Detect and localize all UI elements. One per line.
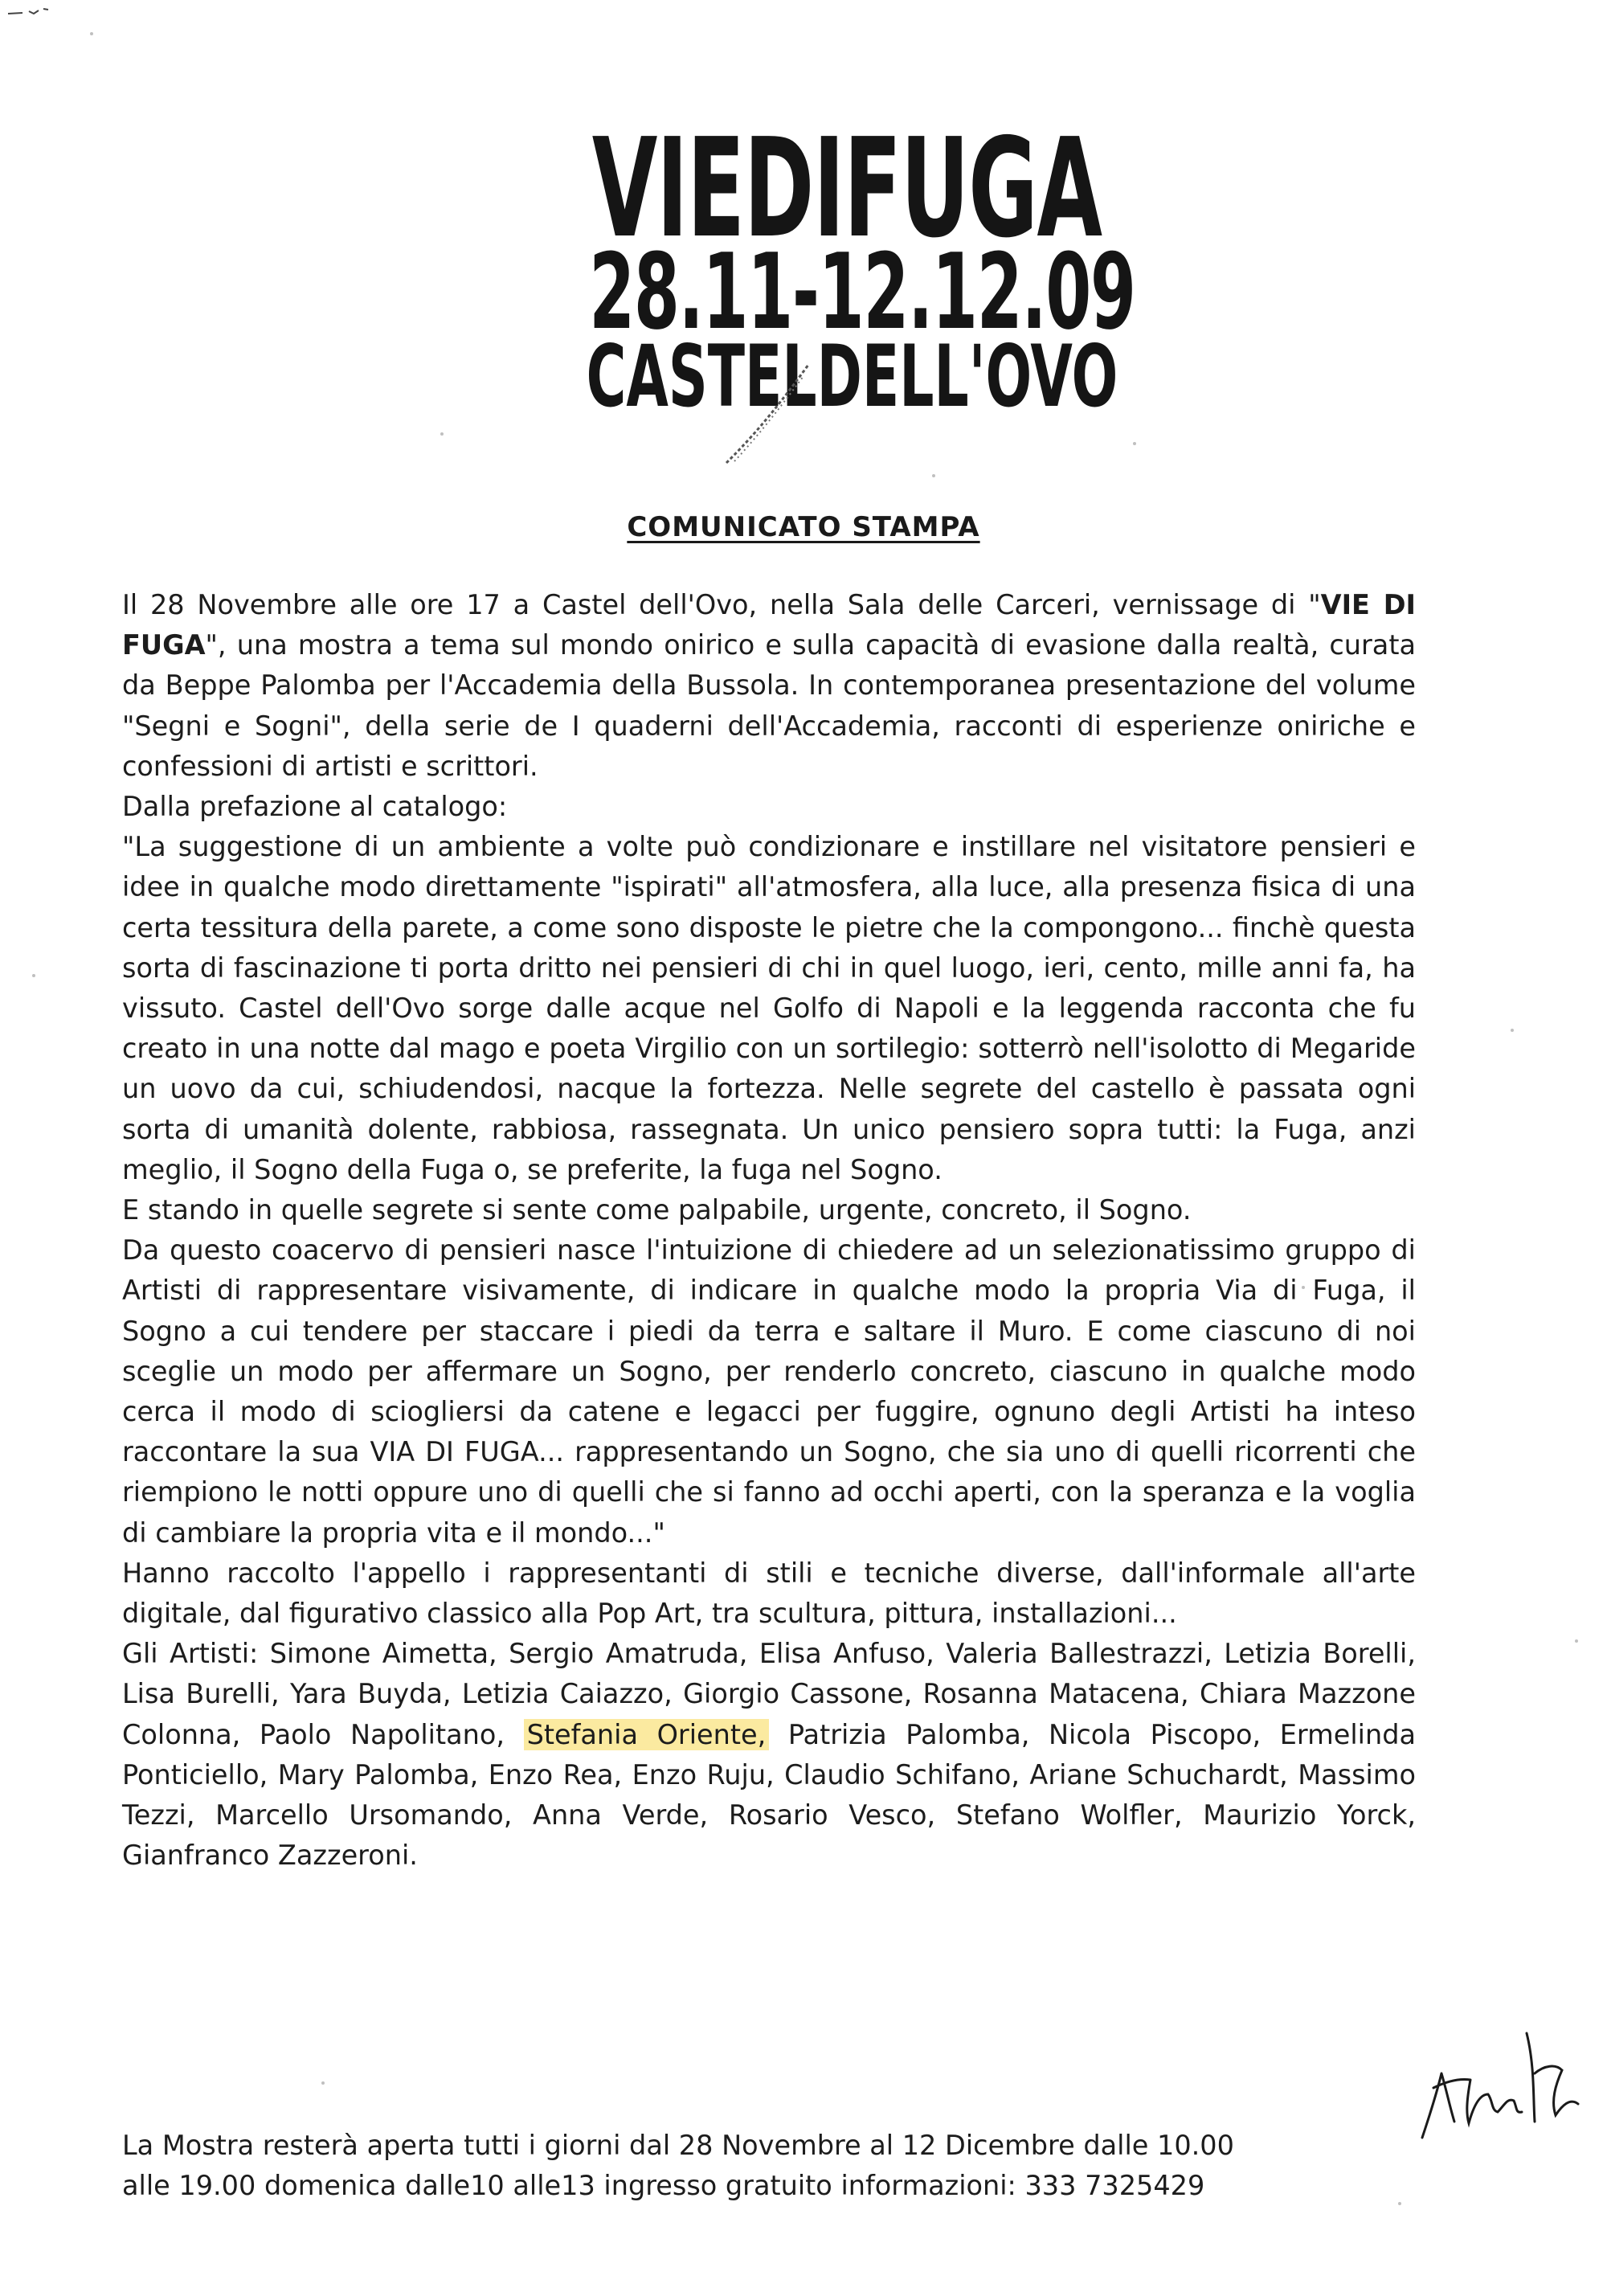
- paragraph-artists: [122, 1634, 1416, 1876]
- scan-speck: [1575, 1639, 1578, 1643]
- scan-speck: [1511, 1029, 1514, 1032]
- scan-corner-mark: [6, 6, 63, 18]
- logo-venue: CASTELDELL'OVO: [586, 327, 1118, 426]
- opening-hours-line2: alle 19.00 domenica dalle10 alle13 ingresso gratuito informazioni: 333 7325429: [122, 2170, 1205, 2201]
- exhibition-info: [122, 2126, 1416, 2206]
- scan-speck: [90, 32, 93, 35]
- scan-speck: [440, 432, 444, 436]
- handwritten-signature: [1414, 2017, 1591, 2154]
- paragraph-preface-quote: "La suggestione di un ambiente a volte può condizionare e instillare nel visitatore pensieri e idee in qualche modo direttamente "ispirati" all'atmosfera, alla luce, alla presenza fisica di una certa tessitura della parete, a come sono disposte le pietre che la compongono... finchè questa sorta di fascinazione ti porta dritto nei pensieri di chi in quel luogo, ieri, cento, mille anni fa, ha vissuto. Castel dell'Ovo sorge dalle acque nel Golfo di Napoli e la leggenda racconta che fu creato in una notte dal mago e poeta Virgilio con un sortilegio: sotterrò nell'isolotto di Megaride un uovo da cui, schiudendosi, nacque la fortezza. Nelle segrete del castello è passata ogni sorta di umanità dolente, rabbiosa, rassegnata. Un unico pensiero sopra tutti: la Fuga, anzi meglio, il Sogno della Fuga o, se preferite, la fuga nel Sogno.: [122, 831, 1416, 1185]
- highlighted-artist: Stefania Oriente,: [524, 1719, 770, 1750]
- scan-speck: [32, 974, 35, 977]
- artists-list-end: Patrizia Palomba, Nicola Piscopo, Ermelinda Ponticiello, Mary Palomba, Enzo Rea, Enzo Ruju, Claudio Schifano, Ariane Schuchardt, Massimo Tezzi, Marcello Ursomando, Anna Verde, Rosario Vesco, Stefano Wolfler, Maurizio Yorck, Gianfranco Zazzeroni.: [122, 1718, 1417, 1872]
- logo-pen-stroke: [723, 362, 812, 466]
- opening-hours-line1: La Mostra resterà aperta tutti i giorni dal 28 Novembre al 12 Dicembre dalle 10.00: [122, 2130, 1234, 2161]
- paragraph-styles: Hanno raccolto l'appello i rappresentanti di stili e tecniche diverse, dall'informale all'arte digitale, dal figurativo classico alla Pop Art, tra scultura, pittura, installazioni...: [122, 1557, 1416, 1630]
- intro-text-start: Il 28 Novembre alle ore 17 a Castel dell'Ovo, nella Sala delle Carceri, vernissage di ": [122, 589, 1321, 620]
- scan-speck: [1133, 442, 1136, 445]
- artists-list-start: Gli Artisti: Simone Aimetta, Sergio Amatruda, Elisa Anfuso, Valeria Ballestrazzi, Letizia Borelli, Lisa Burelli, Yara Buyda, Letizia Caiazzo, Giorgio Cassone, Rosanna Matacena, Chiara Mazzone Colonna, Paolo Napolitano,: [122, 1638, 1416, 1750]
- logo-title: VIEDIFUGA: [591, 109, 1102, 268]
- paragraph-intuition: Da questo coacervo di pensieri nasce l'intuizione di chiedere ad un selezionatissimo gruppo di Artisti di rappresentare visivamente, di indicare in qualche modo la propria Via di Fuga, il Sogno a cui tendere per staccare i piedi da terra e saltare il Muro. E come ciascuno di noi sceglie un modo per affermare un Sogno, per renderlo concreto, ciascuno in qualche modo cerca il modo di sciogliersi da catene e legacci per fuggire, ognuno degli Artisti ha inteso raccontare la sua VIA DI FUGA... rappresentando un Sogno, che sia uno di quelli ricorrenti che riempiono le notti oppure uno di quelli che si fanno ad occhi aperti, con la speranza e la voglia di cambiare la propria vita e il mondo...": [122, 1234, 1416, 1549]
- paragraph-intro: [122, 585, 1416, 787]
- press-release-body: [122, 585, 1416, 1876]
- scan-speck: [932, 474, 935, 477]
- scan-speck: [321, 2081, 325, 2085]
- paragraph-dream: E stando in quelle segrete si sente come palpabile, urgente, concreto, il Sogno.: [122, 1194, 1192, 1226]
- exhibition-title: VIE DI FUGA: [122, 589, 1416, 661]
- paragraph-preface-label: Dalla prefazione al catalogo:: [122, 791, 508, 823]
- intro-text-end: ", una mostra a tema sul mondo onirico e sulla capacità di evasione dalla realtà, curata da Beppe Palomba per l'Accademia della Bussola. In contemporanea presentazione del volume "Segni e Sogni", della serie de I quaderni dell'Accademia, racconti di esperienze oniriche e confessioni di artisti e scrittori.: [122, 629, 1416, 782]
- logo-dates: 28.11-12.12.09: [589, 231, 1135, 353]
- event-logo: [482, 109, 1135, 426]
- heading-text: COMUNICATO STAMPA: [627, 511, 980, 543]
- press-release-heading: [0, 511, 1607, 543]
